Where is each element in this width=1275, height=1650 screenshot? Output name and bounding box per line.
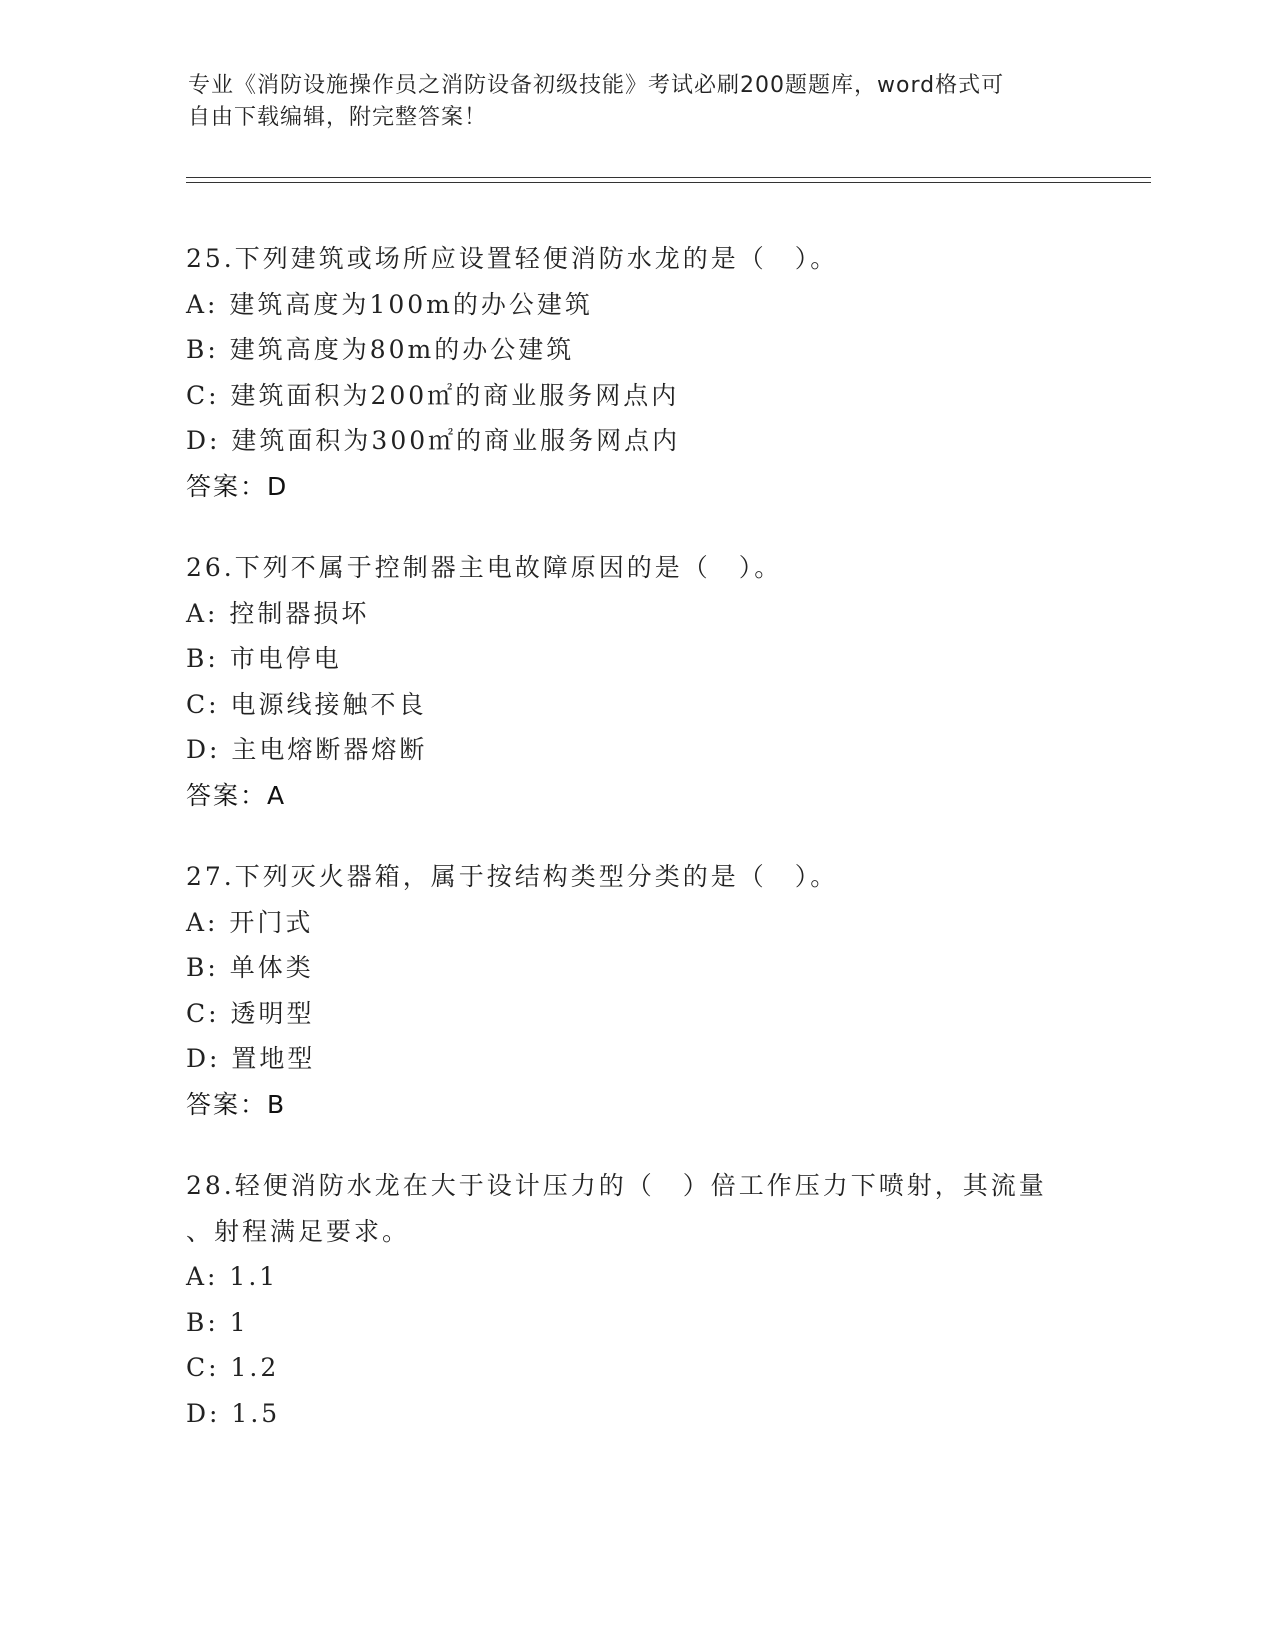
option-d: D: 1.5 — [186, 1398, 281, 1428]
option-b: B: 单体类 — [186, 953, 314, 982]
option-a: A: 1.1 — [186, 1262, 279, 1291]
option-d: D: 主电熔断器熔断 — [186, 735, 428, 764]
question-28 — [186, 1163, 1106, 1436]
answer: 答案：B — [186, 1089, 287, 1119]
option-d: D: 建筑面积为300㎡的商业服务网点内 — [186, 426, 681, 455]
question-25 — [186, 236, 1106, 509]
question-text: 27.下列灭火器箱，属于按结构类型分类的是（ ）。 — [186, 862, 839, 891]
option-c: C: 电源线接触不良 — [186, 689, 427, 719]
header-line-2: 自由下载编辑，附完整答案！ — [188, 105, 488, 130]
option-c: C: 建筑面积为200㎡的商业服务网点内 — [186, 380, 680, 410]
question-26 — [186, 545, 1106, 818]
question-text: 26.下列不属于控制器主电故障原因的是（ ）。 — [186, 553, 783, 582]
option-a: A: 建筑高度为100m的办公建筑 — [186, 289, 593, 319]
header-line-1: 专业《消防设施操作员之消防设备初级技能》考试必刷200题题库，word格式可 — [188, 73, 1005, 98]
option-a: A: 控制器损坏 — [186, 598, 370, 628]
header-divider — [186, 177, 1151, 183]
answer: 答案：D — [186, 471, 289, 501]
document-header — [188, 70, 1068, 134]
question-text-continued: 、射程满足要求。 — [186, 1216, 411, 1246]
question-text: 28.轻便消防水龙在大于设计压力的（ ）倍工作压力下喷射，其流量 — [186, 1171, 1047, 1200]
option-c: C: 1.2 — [186, 1353, 280, 1382]
option-b: B: 建筑高度为80m的办公建筑 — [186, 335, 575, 364]
option-b: B: 1 — [186, 1307, 249, 1337]
option-a: A: 开门式 — [186, 907, 314, 937]
option-c: C: 透明型 — [186, 998, 315, 1028]
question-list — [186, 236, 1106, 1472]
question-text: 25.下列建筑或场所应设置轻便消防水龙的是（ ）。 — [186, 244, 839, 273]
option-b: B: 市电停电 — [186, 644, 342, 673]
option-d: D: 置地型 — [186, 1044, 316, 1073]
question-27 — [186, 854, 1106, 1127]
answer: 答案：A — [186, 780, 287, 810]
